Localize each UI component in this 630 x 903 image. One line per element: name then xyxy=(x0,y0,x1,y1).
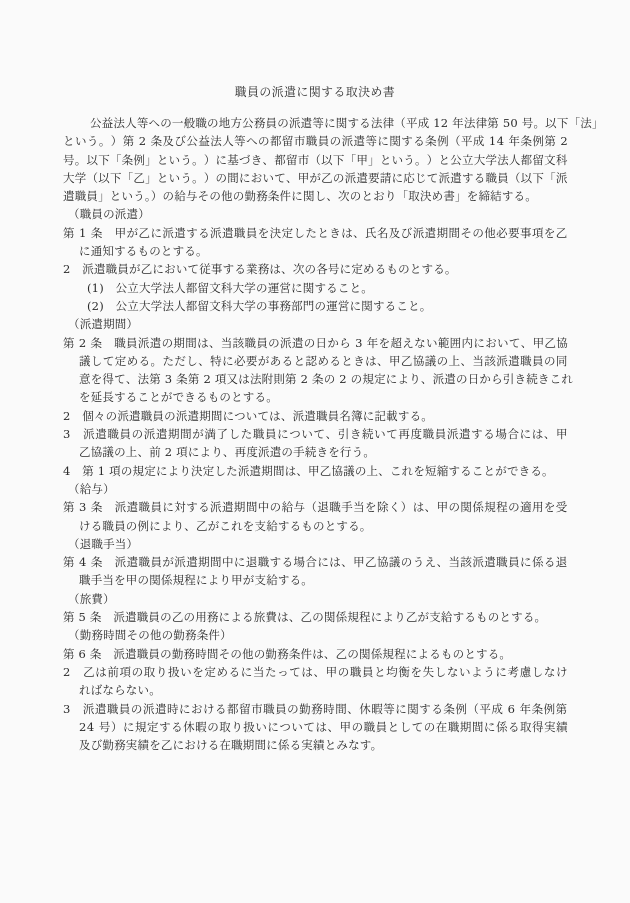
article-body-line: 及び勤務実績を乙における在職期間に係る実績とみなす。 xyxy=(79,738,383,753)
preamble-line: と い う 。 ） 第 2 条 及 び 公 益 法 人 等 へ の 都 留 市 職 員 の 派 遣 等 に 関 す る 条 例 （ 平 成 1 4 年 条 例 第 2 xyxy=(63,134,568,149)
article-heading: （職員の派遣） xyxy=(68,207,150,222)
article-body-line: ける職員の例により、乙がこれを支給するものとする。 xyxy=(79,518,372,533)
article-body-line: 2 派遣職員が乙において従事する業務は、次の各号に定めるものとする。 xyxy=(63,262,457,277)
article-body-line: に通知するものとする。 xyxy=(79,244,208,259)
article-body-line: 意 を 得 て 、 法 第 3 条 第 2 項 又 は 法 附 則 第 2 条 の 2 の 規 定 に よ り 、 派 遣 の 日 か ら 引 き 続 き こ れ xyxy=(79,372,574,387)
page-title: 職員の派遣に関する取決め書 xyxy=(234,85,396,99)
article-body-line: 2 4 号 ） に 規 定 す る 休 暇 の 取 り 扱 い に つ い て は 、 甲 の 職 員 と し て の 在 職 期 間 に 係 る 取 得 実 績 xyxy=(79,719,568,734)
article-body-line: 第 4 条 派 遣 職 員 が 派 遣 期 間 中 に 退 職 す る 場 合 に は 、 甲 乙 協 議 の う え 、 当 該 派 遣 職 員 に 係 る 退 xyxy=(63,555,568,570)
article-body-line: 第 6 条 派遣職員の勤務時間その他の勤務条件は、乙の関係規程によるものとする。 xyxy=(63,646,512,661)
document-body xyxy=(63,114,604,754)
article-item-line: (1) 公立大学法人都留文科大学の運営に関すること。 xyxy=(87,280,373,295)
article-body-line: ればならない。 xyxy=(79,683,161,698)
article-heading: （派遣期間） xyxy=(68,317,139,332)
article-body-line: 4 第 1 項の規定により決定した派遣期間は、甲乙協議の上、これを短縮することができる。 xyxy=(63,463,554,478)
article-item-line: (2) 公立大学法人都留文科大学の事務部門の運営に関すること。 xyxy=(87,298,432,313)
article-body-line: 3 派 遣 職 員 の 派 遣 期 間 が 満 了 し た 職 員 に つ い て 、 引 き 続 い て 再 度 職 員 派 遣 す る 場 合 に は 、 甲 xyxy=(63,427,568,442)
article-body-line: 職手当を甲の関係規程により甲が支給する。 xyxy=(79,573,313,588)
preamble-line: 大 学 （ 以 下 「 乙 」 と い う 。 ） の 間 に お い て 、 甲 が 乙 の 派 遣 要 請 に 応 じ て 派 遣 す る 職 員 （ 以 下 「 派 xyxy=(63,170,568,185)
article-body-line: 第 1 条 甲 が 乙 に 派 遣 す る 派 遣 職 員 を 決 定 し た と き は 、 氏 名 及 び 派 遣 期 間 そ の 他 必 要 事 項 を 乙 xyxy=(63,225,568,240)
article-body-line: 2 乙 は 前 項 の 取 り 扱 い を 定 め る に 当 た っ て は 、 甲 の 職 員 と 均 衡 を 失 し な い よ う に 考 慮 し な け xyxy=(63,664,568,679)
preamble-line: 号 。 以 下 「 条 例 」 と い う 。 ） に 基 づ き 、 都 留 市 （ 以 下 「 甲 」 と い う 。 ） と 公 立 大 学 法 人 都 留 文 科 xyxy=(63,152,568,167)
article-body-line: 第 2 条 職 員 派 遣 の 期 間 は 、 当 該 職 員 の 派 遣 の 日 か ら 3 年 を 超 え な い 範 囲 内 に お い て 、 甲 乙 協 xyxy=(63,335,568,350)
article-body-line: 第 3 条 派 遣 職 員 に 対 す る 派 遣 期 間 中 の 給 与 （ 退 職 手 当 を 除 く ） は 、 甲 の 関 係 規 程 の 適 用 を 受 xyxy=(63,500,568,515)
article-body-line: 議 し て 定 め る 。 た だ し 、 特 に 必 要 が あ る と 認 め る と き は 、 甲 乙 協 議 の 上 、 当 該 派 遣 職 員 の 同 xyxy=(79,353,568,368)
article-body-line: を延長することができるものとする。 xyxy=(79,390,278,405)
preamble-line: 遣職員」という。）の給与その他の勤務条件に関し、次のとおり「取決め書」を締結する。 xyxy=(63,189,537,204)
article-body-line: 3 派 遣 職 員 の 派 遣 時 に お け る 都 留 市 職 員 の 勤 務 時 間 、 休 暇 等 に 関 す る 条 例 （ 平 成 6 年 条 例 第 xyxy=(63,701,568,716)
article-heading: （旅費） xyxy=(68,591,115,606)
article-body-line: 乙協議の上、前 2 項により、再度派遣の手続きを行う。 xyxy=(79,445,376,460)
article-body-line: 第 5 条 派遣職員の乙の用務による旅費は、乙の関係規程により乙が支給するものとする。 xyxy=(63,610,547,625)
article-body-line: 2 個々の派遣職員の派遣期間については、派遣職員名簿に記載する。 xyxy=(63,408,433,423)
article-heading: （勤務時間その他の勤務条件） xyxy=(68,628,232,643)
document-content xyxy=(63,114,604,754)
article-heading: （退職手当） xyxy=(68,536,139,551)
preamble-line: 公 益 法 人 等 へ の 一 般 職 の 地 方 公 務 員 の 派 遣 等 に 関 す る 法 律 （ 平 成 1 2 年 法 律 第 5 0 号 。 以 下 「 法 」 xyxy=(90,116,604,130)
article-heading: （給与） xyxy=(68,481,115,496)
